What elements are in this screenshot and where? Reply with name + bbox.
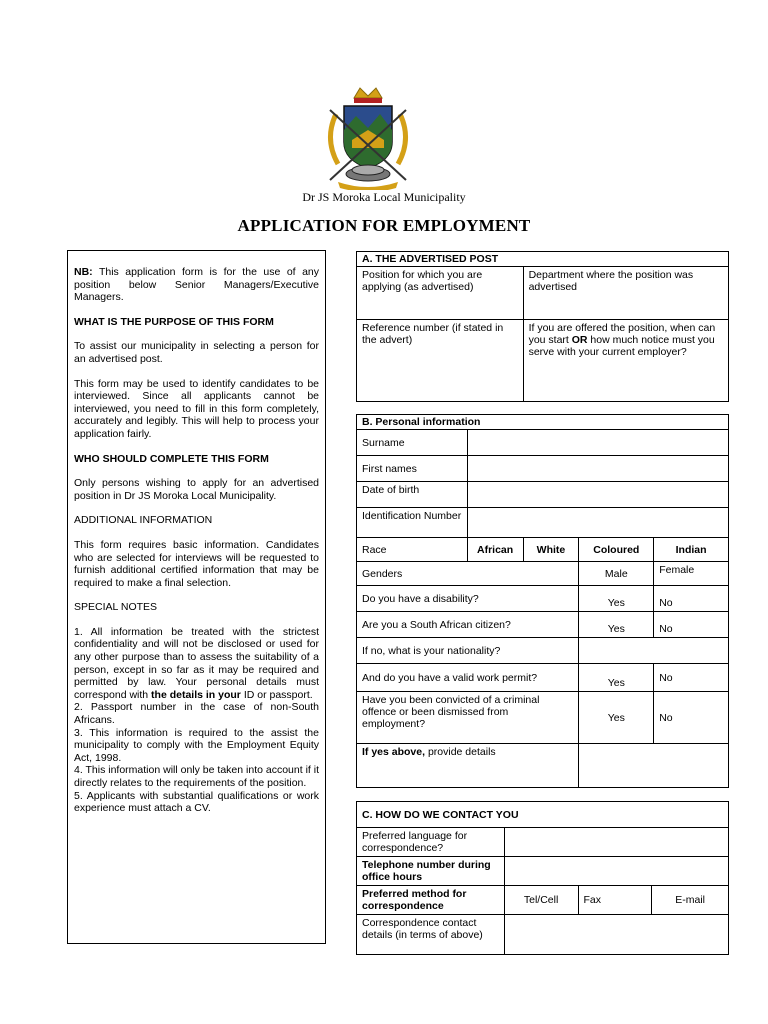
convicted-label: Have you been convicted of a criminal offence or been dismissed from employment? xyxy=(357,692,579,744)
position-label: Position for which you are applying (as advertised) xyxy=(362,269,483,293)
citizen-label: Are you a South African citizen? xyxy=(357,612,579,638)
citizen-no[interactable]: No xyxy=(654,612,729,638)
additional-heading: ADDITIONAL INFORMATION xyxy=(74,514,213,527)
surname-label: Surname xyxy=(357,430,468,456)
gender-option-male[interactable]: Male xyxy=(579,562,654,586)
section-b-title: B. Personal information xyxy=(357,415,729,430)
municipal-coat-of-arms-icon xyxy=(316,84,420,190)
start-text-b: how much notice must you serve with your current employer? xyxy=(528,334,715,358)
special-heading: SPECIAL NOTES xyxy=(74,601,158,614)
nb-text: This application form is for the use of any position below Senior Managers/Executive Managers. xyxy=(74,266,319,304)
note-1-text: 1. All information be treated with the strictest confidentiality and will not be disclosed or used for any other purpose than to assess the suitability of a person, except in so far as it may be required and permitted by law. Your personal details must correspond with xyxy=(74,625,319,701)
disability-label: Do you have a disability? xyxy=(357,586,579,612)
dob-field[interactable] xyxy=(467,482,728,508)
purpose-heading: WHAT IS THE PURPOSE OF THIS FORM xyxy=(74,315,274,328)
details-label xyxy=(357,744,579,788)
details-rest: provide details xyxy=(425,746,496,758)
department-field[interactable] xyxy=(523,267,728,320)
nationality-field[interactable] xyxy=(579,638,729,664)
telephone-field[interactable] xyxy=(504,857,728,886)
nationality-label: If no, what is your nationality? xyxy=(357,638,579,664)
dob-label: Date of birth xyxy=(357,482,468,508)
permit-label: And do you have a valid work permit? xyxy=(357,664,579,692)
purpose-paragraph-2: This form may be used to identify candidates to be interviewed. Since all applicants cannot be interviewed, you need to fill in this form completely, accurately and legibly. This will help to process your application fairly. xyxy=(74,377,319,440)
details-field[interactable] xyxy=(579,744,729,788)
reference-field[interactable] xyxy=(357,320,524,402)
contact-details-label: Correspondence contact details (in terms of above) xyxy=(357,915,505,955)
position-field[interactable] xyxy=(357,267,524,320)
method-option-fax[interactable]: Fax xyxy=(578,886,652,915)
permit-no[interactable]: No xyxy=(654,664,729,692)
method-option-tel-cell[interactable]: Tel/Cell xyxy=(504,886,578,915)
race-option-white[interactable]: White xyxy=(523,538,579,562)
note-4: 4. This information will only be taken into account if it directly relates to the requirements of the position. xyxy=(74,764,319,789)
convicted-yes[interactable]: Yes xyxy=(579,692,654,744)
race-option-indian[interactable]: Indian xyxy=(654,538,729,562)
method-option-email[interactable]: E-mail xyxy=(652,886,729,915)
method-label: Preferred method for correspondence xyxy=(357,886,505,915)
department-label: Department where the position was advertised xyxy=(528,269,694,293)
race-option-coloured[interactable]: Coloured xyxy=(579,538,654,562)
nb-label: NB: xyxy=(74,266,93,278)
page-title: APPLICATION FOR EMPLOYMENT xyxy=(237,216,531,235)
telephone-label: Telephone number during office hours xyxy=(357,857,505,886)
contact-details-field[interactable] xyxy=(504,915,728,955)
disability-yes[interactable]: Yes xyxy=(579,586,654,612)
language-label: Preferred language for correspondence? xyxy=(357,828,505,857)
nb-paragraph xyxy=(74,266,319,304)
note-3: 3. This information is required to the assist the municipality to comply with the Employment Equity Act, 1998. xyxy=(74,726,319,764)
start-or: OR xyxy=(571,334,588,346)
id-number-label: Identification Number xyxy=(357,508,468,538)
note-1 xyxy=(74,626,319,702)
contact-table xyxy=(356,801,729,955)
who-paragraph: Only persons wishing to apply for an advertised position in Dr JS Moroka Local Municipality. xyxy=(74,477,319,502)
section-c-title: C. HOW DO WE CONTACT YOU xyxy=(357,802,729,828)
start-date-field[interactable] xyxy=(523,320,728,402)
language-field[interactable] xyxy=(504,828,728,857)
note-5: 5. Applicants with substantial qualifications or work experience must attach a CV. xyxy=(74,789,319,815)
section-a-title: A. THE ADVERTISED POST xyxy=(357,252,729,267)
additional-paragraph: This form requires basic information. Candidates who are selected for interviews will be requested to furnish additional certified information that may be required to make a final selection. xyxy=(74,538,319,589)
purpose-paragraph-1: To assist our municipality in selecting a person for an advertised post. xyxy=(74,340,319,365)
genders-label: Genders xyxy=(357,562,579,586)
surname-field[interactable] xyxy=(467,430,728,456)
personal-info-table xyxy=(356,414,729,788)
municipality-name: Dr JS Moroka Local Municipality xyxy=(302,190,466,204)
note-1-end: ID or passport. xyxy=(240,688,313,701)
convicted-no[interactable]: No xyxy=(654,692,729,744)
advertised-post-table xyxy=(356,251,729,402)
details-bold: If yes above, xyxy=(362,746,426,758)
race-option-african[interactable]: African xyxy=(467,538,523,562)
start-label xyxy=(529,322,716,358)
instructions-panel xyxy=(67,250,326,944)
note-2: 2. Passport number in the case of non-South Africans. xyxy=(74,701,319,727)
disability-no[interactable]: No xyxy=(654,586,729,612)
who-heading: WHO SHOULD COMPLETE THIS FORM xyxy=(74,452,269,465)
id-number-field[interactable] xyxy=(467,508,728,538)
reference-label: Reference number (if stated in the advert) xyxy=(362,322,504,346)
note-1-bold: the details in your xyxy=(151,688,241,701)
permit-yes[interactable]: Yes xyxy=(579,664,654,692)
race-label: Race xyxy=(357,538,468,562)
first-names-label: First names xyxy=(357,456,468,482)
first-names-field[interactable] xyxy=(467,456,728,482)
citizen-yes[interactable]: Yes xyxy=(579,612,654,638)
start-text-a: If you are offered the position, when can you start xyxy=(528,322,716,346)
gender-option-female[interactable]: Female xyxy=(654,562,729,586)
